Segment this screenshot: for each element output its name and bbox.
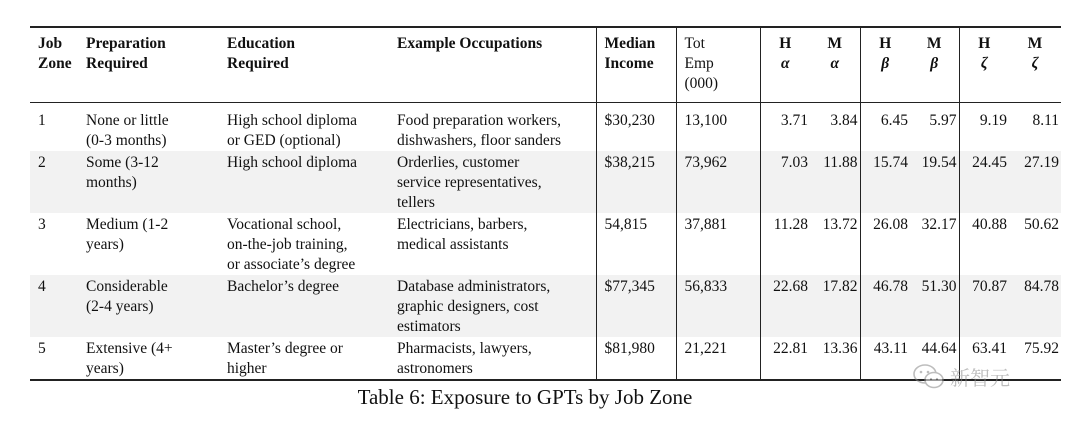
cell-h-beta: 15.74 [860, 151, 910, 213]
header-example-occupations: Example Occupations [397, 35, 543, 52]
cell-zone: 4 [30, 275, 78, 337]
cell-m-zeta: 8.11 [1032, 112, 1059, 129]
header-h-zeta: H ζ [959, 27, 1009, 103]
cell-education: Master’s degree or higher [227, 340, 343, 377]
cell-h-beta: 26.08 [860, 213, 910, 275]
cell-m-beta: 44.64 [921, 340, 957, 357]
cell-income: $38,215 [596, 151, 676, 213]
cell-m-beta: 32.17 [921, 216, 957, 233]
cell-m-zeta: 75.92 [1024, 340, 1059, 357]
cell-h-zeta: 70.87 [959, 275, 1009, 337]
cell-h-zeta: 9.19 [959, 103, 1009, 152]
cell-zone: 5 [38, 340, 46, 357]
cell-preparation: Extensive (4+ years) [86, 340, 173, 377]
cell-m-zeta: 84.78 [1009, 275, 1061, 337]
cell-h-beta: 6.45 [860, 103, 910, 152]
cell-occupations: Orderlies, customer service representatives, tellers [389, 151, 596, 213]
header-h-alpha: H α [760, 27, 810, 103]
cell-zone: 3 [38, 216, 46, 233]
cell-income: 54,815 [596, 213, 676, 275]
cell-income: $81,980 [596, 337, 676, 380]
cell-m-alpha: 13.72 [822, 216, 858, 233]
cell-zone: 1 [38, 112, 46, 129]
header-education: Education Required [227, 35, 296, 72]
cell-emp: 37,881 [676, 213, 760, 275]
table-row [30, 337, 1061, 380]
cell-occupations: Database administrators, graphic designers, cost estimators [389, 275, 596, 337]
header-m-alpha: M α [827, 35, 843, 72]
cell-h-zeta: 40.88 [959, 213, 1009, 275]
cell-occupations: Electricians, barbers, medical assistants [397, 216, 528, 253]
cell-emp: 13,100 [676, 103, 760, 152]
header-preparation: Preparation Required [86, 35, 166, 72]
cell-emp: 73,962 [676, 151, 760, 213]
cell-preparation: Considerable (2-4 years) [78, 275, 219, 337]
cell-education: Bachelor’s degree [219, 275, 389, 337]
cell-h-alpha: 22.68 [760, 275, 810, 337]
cell-m-alpha: 3.84 [830, 112, 858, 129]
cell-occupations: Food preparation workers, dishwashers, floor sanders [397, 112, 562, 149]
cell-h-zeta: 63.41 [959, 337, 1009, 380]
cell-preparation: None or little (0-3 months) [86, 112, 169, 149]
table-row [30, 151, 1061, 213]
cell-m-beta: 5.97 [929, 112, 957, 129]
table-row [30, 213, 1061, 275]
cell-m-zeta: 50.62 [1024, 216, 1059, 233]
cell-h-beta: 43.11 [860, 337, 910, 380]
cell-m-beta: 51.30 [910, 275, 959, 337]
cell-education: Vocational school, on-the-job training, or associate’s degree [227, 216, 356, 273]
cell-preparation: Medium (1-2 years) [86, 216, 169, 253]
cell-income: $77,345 [596, 275, 676, 337]
cell-m-beta: 19.54 [910, 151, 959, 213]
watermark-text: 新智元 [950, 366, 1010, 390]
cell-h-zeta: 24.45 [959, 151, 1009, 213]
cell-preparation: Some (3-12 months) [78, 151, 219, 213]
header-m-beta: M β [926, 35, 942, 72]
exposure-table-container [30, 26, 1061, 381]
header-job-zone: Job Zone [38, 35, 72, 72]
cell-zone: 2 [30, 151, 78, 213]
cell-h-alpha: 3.71 [760, 103, 810, 152]
header-median-income: Median Income [596, 27, 676, 103]
header-h-beta: H β [860, 27, 910, 103]
cell-m-alpha: 11.88 [810, 151, 860, 213]
cell-m-alpha: 13.36 [822, 340, 858, 357]
cell-occupations: Pharmacists, lawyers, astronomers [397, 340, 532, 377]
cell-m-zeta: 27.19 [1009, 151, 1061, 213]
cell-m-alpha: 17.82 [810, 275, 860, 337]
exposure-table [30, 26, 1061, 381]
cell-emp: 21,221 [676, 337, 760, 380]
cell-education: High school diploma [219, 151, 389, 213]
header-row [30, 27, 1061, 103]
cell-h-alpha: 7.03 [760, 151, 810, 213]
header-tot-emp: Tot Emp (000) [676, 27, 760, 103]
header-m-zeta: M ζ [1027, 35, 1043, 72]
table-caption: Table 6: Exposure to GPTs by Job Zone [357, 385, 693, 409]
cell-h-alpha: 22.81 [760, 337, 810, 380]
table-row [30, 275, 1061, 337]
cell-emp: 56,833 [676, 275, 760, 337]
table-row [30, 103, 1061, 152]
cell-h-alpha: 11.28 [760, 213, 810, 275]
cell-income: $30,230 [596, 103, 676, 152]
cell-h-beta: 46.78 [860, 275, 910, 337]
cell-education: High school diploma or GED (optional) [227, 112, 358, 149]
